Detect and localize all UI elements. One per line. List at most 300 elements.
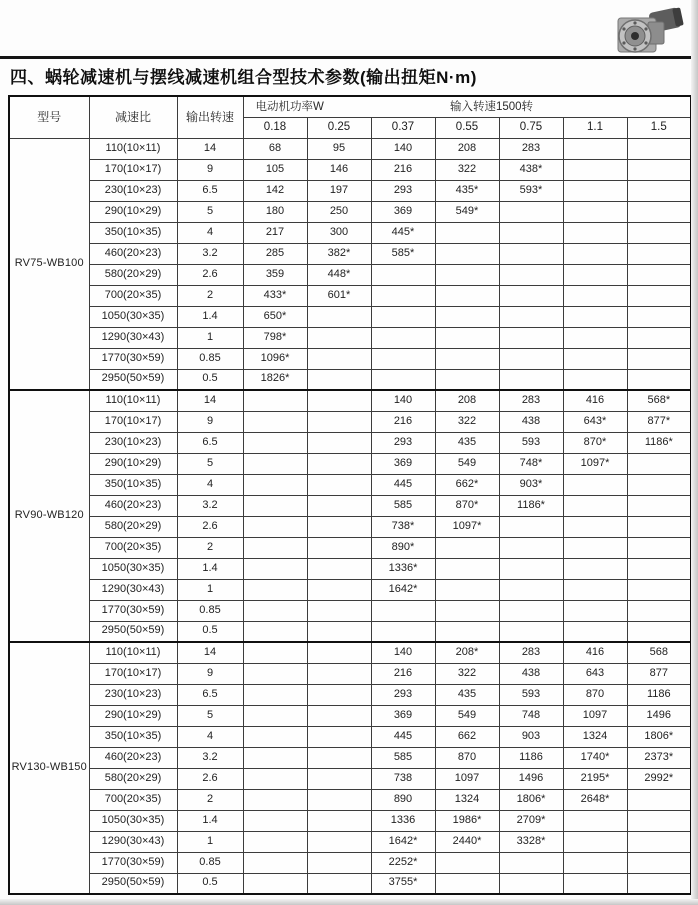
power-column-header: 1.1 [563, 117, 627, 138]
torque-value-cell: 1324 [435, 789, 499, 810]
torque-value-cell [307, 684, 371, 705]
torque-value-cell [627, 453, 691, 474]
output-speed-cell: 4 [177, 474, 243, 495]
ratio-cell: 460(20×23) [89, 495, 177, 516]
table-row [9, 369, 691, 390]
torque-value-cell [435, 621, 499, 642]
torque-value-cell [563, 243, 627, 264]
col-header-output-speed: 输出转速 [177, 96, 243, 138]
ratio-cell: 1770(30×59) [89, 852, 177, 873]
torque-value-cell: 1186 [499, 747, 563, 768]
torque-value-cell [563, 327, 627, 348]
torque-value-cell [563, 369, 627, 390]
torque-value-cell [563, 558, 627, 579]
torque-value-cell: 593* [499, 180, 563, 201]
ratio-cell: 1050(30×35) [89, 558, 177, 579]
torque-value-cell: 643* [563, 411, 627, 432]
table-row [9, 180, 691, 201]
torque-value-cell: 435 [435, 684, 499, 705]
input-speed-label: 输入转速1500转 [449, 100, 534, 113]
torque-value-cell [499, 306, 563, 327]
ratio-cell: 230(10×23) [89, 180, 177, 201]
torque-value-cell [371, 621, 435, 642]
torque-value-cell [627, 327, 691, 348]
torque-value-cell: 438 [499, 663, 563, 684]
output-speed-cell: 14 [177, 390, 243, 411]
torque-value-cell [307, 621, 371, 642]
torque-value-cell [243, 432, 307, 453]
scan-edge [691, 0, 698, 905]
torque-value-cell: 1336 [371, 810, 435, 831]
col-header-power-span [243, 96, 691, 117]
output-speed-cell: 4 [177, 222, 243, 243]
torque-value-cell: 870* [563, 432, 627, 453]
torque-value-cell [499, 369, 563, 390]
torque-value-cell [307, 705, 371, 726]
torque-value-cell: 1496 [499, 768, 563, 789]
torque-value-cell [627, 621, 691, 642]
torque-value-cell [243, 747, 307, 768]
torque-value-cell [563, 873, 627, 894]
table-row [9, 285, 691, 306]
torque-value-cell: 903* [499, 474, 563, 495]
torque-value-cell: 369 [371, 201, 435, 222]
output-speed-cell: 1 [177, 327, 243, 348]
ratio-cell: 230(10×23) [89, 684, 177, 705]
model-cell: RV75-WB100 [9, 138, 89, 390]
torque-value-cell [499, 516, 563, 537]
output-speed-cell: 0.85 [177, 852, 243, 873]
torque-value-cell [307, 558, 371, 579]
torque-value-cell: 435* [435, 180, 499, 201]
torque-value-cell: 738 [371, 768, 435, 789]
torque-value-cell: 2195* [563, 768, 627, 789]
parameters-table [8, 95, 692, 895]
table-row [9, 810, 691, 831]
output-speed-cell: 5 [177, 201, 243, 222]
ratio-cell: 1290(30×43) [89, 327, 177, 348]
torque-value-cell [307, 789, 371, 810]
torque-value-cell [499, 579, 563, 600]
torque-value-cell [371, 369, 435, 390]
torque-value-cell [563, 810, 627, 831]
top-divider [0, 56, 698, 59]
output-speed-cell: 6.5 [177, 180, 243, 201]
table-row [9, 453, 691, 474]
torque-value-cell: 216 [371, 663, 435, 684]
ratio-cell: 580(20×29) [89, 768, 177, 789]
output-speed-cell: 3.2 [177, 243, 243, 264]
torque-value-cell: 283 [499, 642, 563, 663]
torque-value-cell [307, 873, 371, 894]
torque-value-cell [563, 621, 627, 642]
torque-value-cell [307, 474, 371, 495]
torque-value-cell: 748* [499, 453, 563, 474]
output-speed-cell: 5 [177, 705, 243, 726]
ratio-cell: 700(20×35) [89, 285, 177, 306]
output-speed-cell: 9 [177, 663, 243, 684]
torque-value-cell [371, 264, 435, 285]
torque-value-cell: 140 [371, 138, 435, 159]
torque-value-cell [435, 600, 499, 621]
table-row [9, 306, 691, 327]
model-cell: RV90-WB120 [9, 390, 89, 642]
torque-value-cell [499, 222, 563, 243]
ratio-cell: 1290(30×43) [89, 579, 177, 600]
ratio-cell: 170(10×17) [89, 663, 177, 684]
torque-value-cell [627, 873, 691, 894]
torque-value-cell [435, 579, 499, 600]
ratio-cell: 350(10×35) [89, 474, 177, 495]
torque-value-cell: 2709* [499, 810, 563, 831]
table-row [9, 495, 691, 516]
torque-value-cell [563, 180, 627, 201]
table-body [9, 138, 691, 894]
torque-value-cell: 208 [435, 138, 499, 159]
torque-value-cell [435, 243, 499, 264]
torque-value-cell [243, 474, 307, 495]
torque-value-cell [563, 516, 627, 537]
power-column-header: 1.5 [627, 117, 691, 138]
ratio-cell: 290(10×29) [89, 705, 177, 726]
torque-value-cell: 359 [243, 264, 307, 285]
ratio-cell: 110(10×11) [89, 138, 177, 159]
torque-value-cell [371, 348, 435, 369]
power-column-header: 0.75 [499, 117, 563, 138]
table-row [9, 138, 691, 159]
torque-value-cell [627, 159, 691, 180]
torque-value-cell: 208* [435, 642, 499, 663]
torque-value-cell [627, 369, 691, 390]
torque-value-cell [371, 327, 435, 348]
torque-value-cell: 585* [371, 243, 435, 264]
torque-value-cell [627, 474, 691, 495]
output-speed-cell: 5 [177, 453, 243, 474]
output-speed-cell: 2.6 [177, 516, 243, 537]
torque-value-cell: 1097 [563, 705, 627, 726]
output-speed-cell: 3.2 [177, 495, 243, 516]
torque-value-cell [243, 621, 307, 642]
table-row [9, 873, 691, 894]
torque-value-cell: 1186 [627, 684, 691, 705]
torque-value-cell [627, 789, 691, 810]
table-row [9, 621, 691, 642]
torque-value-cell [243, 663, 307, 684]
torque-value-cell: 293 [371, 684, 435, 705]
ratio-cell: 460(20×23) [89, 243, 177, 264]
torque-value-cell [243, 873, 307, 894]
output-speed-cell: 2 [177, 285, 243, 306]
output-speed-cell: 14 [177, 138, 243, 159]
torque-value-cell [627, 180, 691, 201]
output-speed-cell: 0.5 [177, 621, 243, 642]
torque-value-cell: 435 [435, 432, 499, 453]
ratio-cell: 700(20×35) [89, 537, 177, 558]
torque-value-cell [499, 873, 563, 894]
output-speed-cell: 9 [177, 411, 243, 432]
torque-value-cell [435, 264, 499, 285]
torque-value-cell [243, 390, 307, 411]
torque-value-cell: 217 [243, 222, 307, 243]
output-speed-cell: 4 [177, 726, 243, 747]
torque-value-cell [243, 810, 307, 831]
torque-value-cell [307, 390, 371, 411]
torque-value-cell [243, 726, 307, 747]
ratio-cell: 2950(50×59) [89, 873, 177, 894]
table-row [9, 684, 691, 705]
torque-value-cell [243, 600, 307, 621]
torque-value-cell [243, 579, 307, 600]
table-row [9, 201, 691, 222]
torque-value-cell [307, 306, 371, 327]
torque-value-cell [243, 516, 307, 537]
output-speed-cell: 2.6 [177, 264, 243, 285]
torque-value-cell: 1097* [435, 516, 499, 537]
torque-value-cell [499, 201, 563, 222]
torque-value-cell [307, 726, 371, 747]
ratio-cell: 290(10×29) [89, 453, 177, 474]
ratio-cell: 1050(30×35) [89, 306, 177, 327]
torque-value-cell [627, 201, 691, 222]
torque-value-cell [499, 243, 563, 264]
table-row [9, 390, 691, 411]
table-row [9, 159, 691, 180]
torque-value-cell: 142 [243, 180, 307, 201]
torque-value-cell [243, 768, 307, 789]
torque-value-cell [499, 558, 563, 579]
torque-value-cell: 283 [499, 390, 563, 411]
torque-value-cell [435, 558, 499, 579]
torque-value-cell [307, 747, 371, 768]
torque-value-cell [627, 348, 691, 369]
torque-value-cell [563, 201, 627, 222]
torque-value-cell: 738* [371, 516, 435, 537]
torque-value-cell: 416 [563, 390, 627, 411]
torque-value-cell [563, 306, 627, 327]
torque-value-cell: 877* [627, 411, 691, 432]
torque-value-cell [307, 663, 371, 684]
torque-value-cell [307, 768, 371, 789]
torque-value-cell [499, 600, 563, 621]
torque-value-cell: 95 [307, 138, 371, 159]
table-row [9, 747, 691, 768]
output-speed-cell: 1 [177, 831, 243, 852]
power-column-header: 0.25 [307, 117, 371, 138]
torque-value-cell [307, 852, 371, 873]
torque-value-cell: 2992* [627, 768, 691, 789]
torque-value-cell [627, 537, 691, 558]
ratio-cell: 580(20×29) [89, 264, 177, 285]
output-speed-cell: 2.6 [177, 768, 243, 789]
torque-value-cell [307, 432, 371, 453]
torque-value-cell: 1986* [435, 810, 499, 831]
torque-value-cell: 798* [243, 327, 307, 348]
torque-value-cell: 1186* [627, 432, 691, 453]
torque-value-cell: 180 [243, 201, 307, 222]
torque-value-cell: 216 [371, 411, 435, 432]
torque-value-cell: 3755* [371, 873, 435, 894]
torque-value-cell [499, 621, 563, 642]
table-row [9, 705, 691, 726]
ratio-cell: 2950(50×59) [89, 369, 177, 390]
torque-value-cell [307, 495, 371, 516]
torque-value-cell [627, 558, 691, 579]
torque-value-cell: 448* [307, 264, 371, 285]
ratio-cell: 350(10×35) [89, 222, 177, 243]
torque-value-cell [499, 537, 563, 558]
torque-value-cell: 662 [435, 726, 499, 747]
torque-value-cell [627, 831, 691, 852]
output-speed-cell: 6.5 [177, 684, 243, 705]
torque-value-cell [563, 852, 627, 873]
torque-value-cell: 438* [499, 159, 563, 180]
torque-value-cell: 433* [243, 285, 307, 306]
torque-value-cell: 2648* [563, 789, 627, 810]
torque-value-cell: 549 [435, 705, 499, 726]
torque-value-cell: 903 [499, 726, 563, 747]
torque-value-cell [243, 642, 307, 663]
torque-value-cell: 140 [371, 390, 435, 411]
page-title: 四、蜗轮减速机与摆线减速机组合型技术参数(输出扭矩N·m) [10, 68, 477, 87]
torque-value-cell [243, 852, 307, 873]
output-speed-cell: 1.4 [177, 558, 243, 579]
torque-value-cell: 322 [435, 411, 499, 432]
torque-value-cell: 438 [499, 411, 563, 432]
torque-value-cell [307, 327, 371, 348]
ratio-cell: 170(10×17) [89, 411, 177, 432]
torque-value-cell [435, 348, 499, 369]
ratio-cell: 1050(30×35) [89, 810, 177, 831]
torque-value-cell [435, 873, 499, 894]
torque-value-cell [627, 579, 691, 600]
ratio-cell: 1290(30×43) [89, 831, 177, 852]
torque-value-cell [563, 264, 627, 285]
torque-value-cell: 208 [435, 390, 499, 411]
table-row [9, 579, 691, 600]
torque-value-cell [307, 579, 371, 600]
torque-value-cell [627, 264, 691, 285]
torque-value-cell [371, 306, 435, 327]
torque-value-cell: 593 [499, 432, 563, 453]
power-column-header: 0.37 [371, 117, 435, 138]
torque-value-cell [435, 306, 499, 327]
ratio-cell: 230(10×23) [89, 432, 177, 453]
torque-value-cell [563, 600, 627, 621]
torque-value-cell: 445 [371, 474, 435, 495]
torque-value-cell [307, 537, 371, 558]
torque-value-cell: 549* [435, 201, 499, 222]
torque-value-cell [627, 222, 691, 243]
torque-value-cell: 1097* [563, 453, 627, 474]
torque-value-cell: 1642* [371, 579, 435, 600]
torque-value-cell: 300 [307, 222, 371, 243]
torque-value-cell: 2440* [435, 831, 499, 852]
table-row [9, 558, 691, 579]
torque-value-cell: 216 [371, 159, 435, 180]
torque-value-cell: 285 [243, 243, 307, 264]
torque-value-cell: 146 [307, 159, 371, 180]
torque-value-cell [627, 495, 691, 516]
torque-value-cell: 549 [435, 453, 499, 474]
header-row-top [9, 96, 691, 117]
output-speed-cell: 1.4 [177, 306, 243, 327]
torque-value-cell [627, 852, 691, 873]
torque-value-cell [563, 831, 627, 852]
torque-value-cell [627, 285, 691, 306]
torque-value-cell: 1642* [371, 831, 435, 852]
model-cell: RV130-WB150 [9, 642, 89, 894]
torque-value-cell: 870 [435, 747, 499, 768]
torque-value-cell [307, 369, 371, 390]
torque-value-cell [243, 558, 307, 579]
ratio-cell: 170(10×17) [89, 159, 177, 180]
torque-value-cell: 748 [499, 705, 563, 726]
table-row [9, 831, 691, 852]
table-row [9, 726, 691, 747]
torque-value-cell: 890 [371, 789, 435, 810]
torque-value-cell [371, 285, 435, 306]
torque-value-cell [435, 852, 499, 873]
torque-value-cell: 1806* [627, 726, 691, 747]
table-row [9, 663, 691, 684]
ratio-cell: 350(10×35) [89, 726, 177, 747]
torque-value-cell [563, 138, 627, 159]
torque-value-cell [435, 222, 499, 243]
power-column-header: 0.55 [435, 117, 499, 138]
torque-value-cell [563, 222, 627, 243]
table-row [9, 432, 691, 453]
output-speed-cell: 9 [177, 159, 243, 180]
torque-value-cell: 445 [371, 726, 435, 747]
table-row [9, 222, 691, 243]
torque-value-cell: 568 [627, 642, 691, 663]
torque-value-cell [307, 516, 371, 537]
ratio-cell: 110(10×11) [89, 390, 177, 411]
col-header-ratio: 减速比 [89, 96, 177, 138]
torque-value-cell [307, 348, 371, 369]
torque-value-cell [307, 810, 371, 831]
torque-value-cell [627, 306, 691, 327]
torque-value-cell [307, 453, 371, 474]
torque-value-cell: 416 [563, 642, 627, 663]
torque-value-cell: 662* [435, 474, 499, 495]
torque-value-cell: 1097 [435, 768, 499, 789]
torque-value-cell: 1336* [371, 558, 435, 579]
output-speed-cell: 0.5 [177, 873, 243, 894]
torque-value-cell: 3328* [499, 831, 563, 852]
torque-value-cell: 68 [243, 138, 307, 159]
torque-value-cell: 293 [371, 432, 435, 453]
torque-value-cell: 601* [307, 285, 371, 306]
torque-value-cell: 1806* [499, 789, 563, 810]
torque-value-cell: 890* [371, 537, 435, 558]
torque-value-cell: 1186* [499, 495, 563, 516]
torque-value-cell: 283 [499, 138, 563, 159]
output-speed-cell: 0.5 [177, 369, 243, 390]
ratio-cell: 460(20×23) [89, 747, 177, 768]
table-row [9, 411, 691, 432]
table-row [9, 243, 691, 264]
table-row [9, 264, 691, 285]
torque-value-cell: 1324 [563, 726, 627, 747]
torque-value-cell: 585 [371, 747, 435, 768]
torque-value-cell: 1496 [627, 705, 691, 726]
table-row [9, 768, 691, 789]
table-row [9, 600, 691, 621]
torque-value-cell [435, 537, 499, 558]
ratio-cell: 110(10×11) [89, 642, 177, 663]
torque-value-cell [307, 600, 371, 621]
